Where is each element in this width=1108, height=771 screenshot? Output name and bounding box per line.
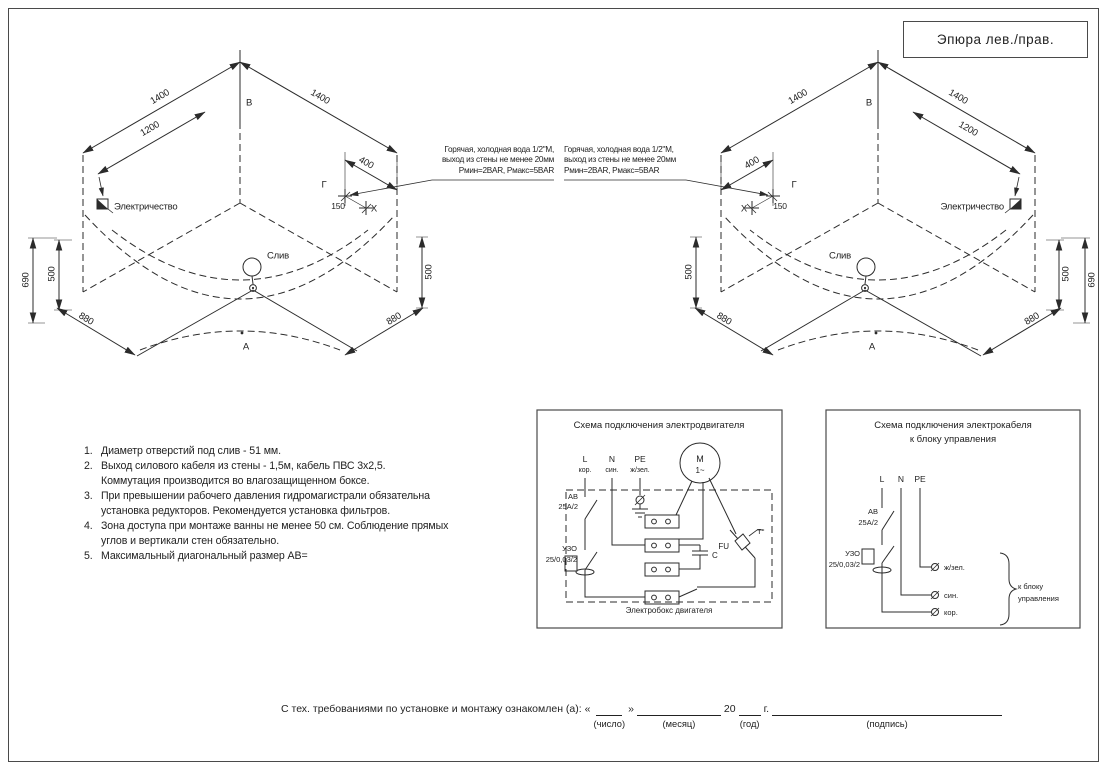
schematic-texts: [546, 420, 1059, 617]
wire-pe-label: PE: [634, 454, 646, 464]
dim-150-m: 150: [773, 201, 787, 211]
dim-500-inner-m: 500: [1060, 266, 1072, 282]
wire-pe-color: ж/зел.: [630, 467, 650, 474]
brace: [1000, 553, 1016, 625]
electricity-label: Электричество: [114, 201, 178, 213]
note-line: углов и вертикали стен обязательно.: [101, 535, 280, 547]
note-line: Выход силового кабеля из стены - 1,5м, кабель ПВС 3х2,5.: [101, 460, 386, 472]
brace-label-2: управления: [1018, 594, 1059, 603]
dim-690: 690: [20, 272, 32, 288]
motor-schematic-title: Схема подключения электродвигателя: [573, 420, 745, 431]
rcd-rating-2: 25/0,03/2: [828, 560, 860, 569]
dim-880-right-m: 880: [1022, 310, 1042, 328]
dim-1400-left-m: 1400: [946, 87, 970, 107]
dim-880-left-m: 880: [714, 310, 734, 328]
dim-400: 400: [356, 154, 376, 172]
note-line: При превышении рабочего давления гидромагистрали обязательна: [101, 490, 430, 502]
note-4: [84, 519, 448, 549]
month-label: (месяц): [662, 719, 696, 729]
callout-line-1: Горячая, холодная вода 1/2"М,: [444, 145, 554, 154]
dim-1200: 1200: [138, 119, 162, 139]
wire-yg-label: ж/зел.: [944, 563, 965, 572]
dim-500-left-m: 500: [683, 264, 695, 280]
installation-notes: [84, 444, 448, 564]
year-blank: [739, 703, 761, 729]
dim-500-inner: 500: [46, 266, 58, 282]
note-2: [84, 459, 448, 489]
callout-line-3: Рмин=2BAR, Рмакс=5BAR: [564, 165, 660, 175]
breaker-label-2: АВ: [867, 507, 878, 516]
breaker-rating-2: 25А/2: [858, 518, 878, 527]
cable-schematic-title-2: к блоку управления: [909, 434, 997, 445]
wire-n-label-2: N: [897, 474, 905, 484]
dim-690-m: 690: [1086, 272, 1098, 288]
year-label: (год): [739, 719, 760, 729]
point-a-marker: [241, 332, 244, 335]
quote-open: «: [584, 703, 591, 715]
breaker-rating: 25А/2: [558, 502, 578, 511]
dim-1400-right-m: 1400: [786, 87, 810, 107]
note-number: 2.: [84, 460, 93, 472]
rcd-rating: 25/0,03/2: [545, 555, 577, 564]
callout-line-2: выход из стены не менее 20мм: [441, 155, 554, 165]
note-5: [84, 549, 448, 564]
rcd-label: УЗО: [562, 544, 577, 553]
terminal-blocks: [645, 515, 679, 604]
note-line: Максимальный диагональный размер АВ=: [101, 550, 308, 562]
dim-1200-m: 1200: [956, 119, 980, 139]
year-prefix: 20: [723, 703, 736, 715]
dim-500-right: 500: [423, 264, 435, 280]
water-callout-right: [564, 145, 688, 176]
drain-label-m: Слив: [829, 250, 851, 262]
note-3: [84, 489, 448, 519]
point-x: X: [370, 203, 378, 215]
dim-1400-left: 1400: [148, 87, 172, 107]
dim-1400-right: 1400: [308, 87, 332, 107]
note-line: Коммутация производится во влагозащищенном боксе.: [101, 475, 370, 487]
day-label: (число): [593, 719, 626, 729]
point-a: A: [242, 341, 250, 353]
point-g: Г: [321, 179, 327, 191]
fuse-label: FU: [718, 542, 729, 551]
rcd-label-2: УЗО: [845, 549, 860, 558]
sign-label: (подпись): [866, 719, 908, 729]
callout-line-3: Рмин=2BAR, Рмакс=5BAR: [458, 165, 554, 175]
wire-n-label: N: [608, 454, 616, 464]
capacitor-label: С: [712, 551, 718, 560]
motor-label: М: [696, 454, 704, 464]
wire-l-label: L: [582, 454, 588, 464]
callout-line-2: выход из стены не менее 20мм: [564, 155, 677, 165]
cable-schematic-title-1: Схема подключения электрокабеля: [874, 420, 1032, 431]
sign-blank: [772, 703, 1002, 729]
signature-line: [281, 703, 1005, 729]
wire-n-color: син.: [605, 467, 619, 474]
wire-l-color: кор.: [578, 467, 592, 474]
note-line: Диаметр отверстий под слив - 51 мм.: [101, 445, 281, 457]
motor-phase: 1~: [695, 466, 705, 475]
month-blank: [637, 703, 721, 729]
point-b: B: [246, 97, 253, 109]
wire-l-label-2: L: [879, 474, 885, 484]
wire-pe-label-2: PE: [914, 474, 926, 484]
point-a-m: A: [868, 341, 876, 353]
note-line: установка редукторов. Рекомендуется установка фильтров.: [101, 505, 391, 517]
point-b-m: B: [865, 97, 872, 109]
electrobox-label: Электробокс двигателя: [625, 606, 713, 615]
sheet-title: Эпюра лев./прав.: [936, 32, 1055, 47]
dim-880-left: 880: [76, 310, 96, 328]
drain-icon: [243, 258, 261, 276]
note-number: 5.: [84, 550, 93, 562]
point-x-m: X: [740, 203, 748, 215]
electricity-label-m: Электричество: [940, 201, 1004, 213]
wire-blue-label: син.: [944, 591, 959, 600]
dim-150: 150: [331, 201, 345, 211]
water-callout-left: [432, 145, 554, 176]
quote-close: »: [628, 703, 634, 715]
note-number: 1.: [84, 445, 93, 457]
iso-diagram-left: [28, 50, 554, 356]
drain-label: Слив: [267, 250, 289, 262]
dim-880-right: 880: [384, 310, 404, 328]
point-g-m: Г: [791, 179, 797, 191]
iso-diagram-right: [564, 50, 1090, 356]
note-line: Зона доступа при монтаже ванны не менее 50 см. Соблюдение прямых: [101, 520, 449, 532]
day-blank: [594, 703, 626, 729]
motor-schematic: [537, 410, 782, 628]
breaker-label: АВ: [567, 492, 578, 501]
brace-label-1: к блоку: [1018, 582, 1044, 591]
callout-line-1: Горячая, холодная вода 1/2"М,: [564, 145, 674, 154]
thermal-label: Т°: [757, 527, 765, 536]
dim-400-m: 400: [742, 154, 762, 172]
wire-brown-label: кор.: [944, 608, 958, 617]
year-suffix: г.: [763, 703, 770, 715]
signature-prefix: С тех. требованиями по установке и монтажу ознакомлен (а):: [281, 703, 582, 715]
note-number: 3.: [84, 490, 93, 502]
note-1: [84, 444, 448, 459]
note-number: 4.: [84, 520, 93, 532]
